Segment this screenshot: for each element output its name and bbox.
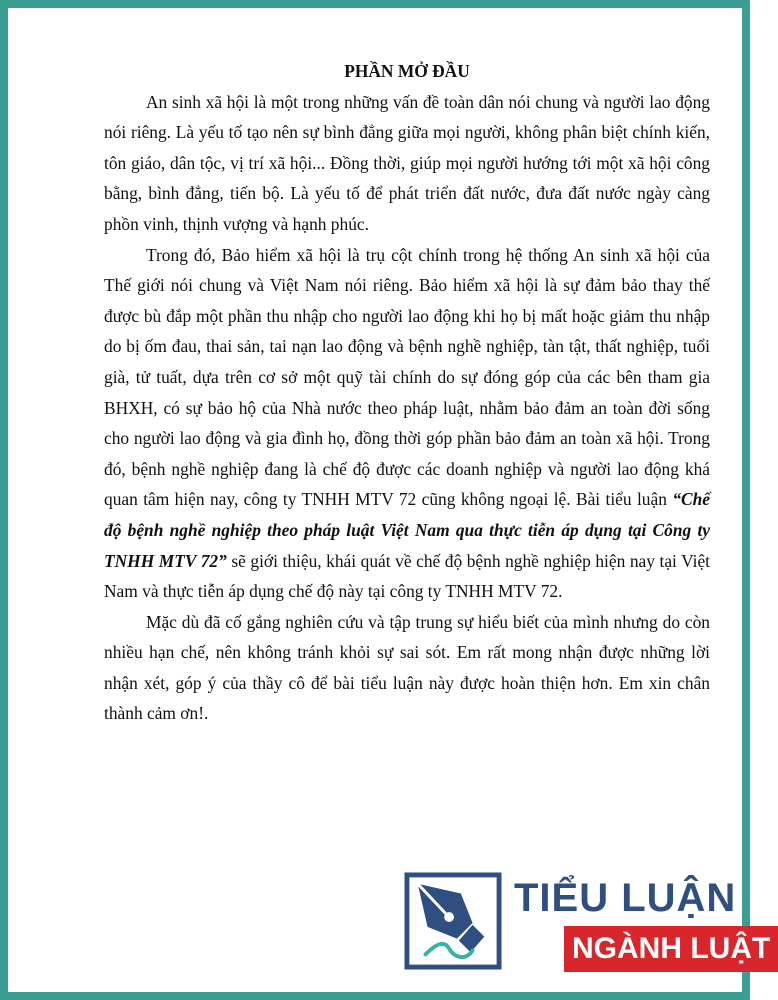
logo-text-line-2: NGÀNH LUẬT: [564, 926, 778, 972]
paragraph-3: Mặc dù đã cố gắng nghiên cứu và tập trung sự hiểu biết của mình nhưng do còn nhiều hạn chế, nên không tránh khỏi sự sai sót. Em rất mong nhận được những lời nhận xét, góp ý của thầy cô để bài tiểu luận này được hoàn thiện hơn. Em xin chân thành cảm ơn!.: [104, 611, 710, 724]
paragraph-1: An sinh xã hội là một trong những vấn đề toàn dân nói chung và người lao động nói riêng. Là yếu tố tạo nên sự bình đẳng giữa mọi người, không phân biệt chính kiến, tôn giáo, dân tộc, vị trí xã hội... Đồng thời, giúp mọi người hướng tới một xã hội công bằng, bình đẳng, tiến bộ. Là yếu tố để phát triển đất nước, đưa đất nước ngày càng phồn vinh, thịnh vượng và hạnh phúc.: [104, 91, 710, 234]
paragraph-2-text-before: Trong đó, Bảo hiểm xã hội là trụ cột chính trong hệ thống An sinh xã hội của Thế giới nói chung và Việt Nam nói riêng. Bảo hiểm xã hội là sự đảm bảo thay thế được bù đắp một phần thu nhập cho người lao động khi họ bị mất hoặc giảm thu nhập do bị ốm đau, thai sản, tai nạn lao động và bệnh nghề nghiệp, tàn tật, thất nghiệp, tuổi già, tử tuất, dựa trên cơ sở một quỹ tài chính do sự đóng góp của các bên tham gia BHXH, có sự bảo hộ của Nhà nước theo pháp luật, nhằm bảo đảm an toàn đời sống cho người lao động và gia đình họ, đồng thời góp phần bảo đảm an toàn xã hội. Trong đó, bệnh nghề nghiệp đang là chế độ được các doanh nghiệp và người lao động khá quan tâm hiện nay, công ty TNHH MTV 72 cũng không ngoại lệ. Bài tiểu luận: [104, 244, 710, 510]
essay-title-emphasis: “Chế độ bệnh nghề nghiệp theo pháp luật Việt Nam qua thực tiễn áp dụng tại Công ty TNHH MTV 72”: [104, 489, 710, 571]
document-body: [104, 56, 710, 729]
fountain-pen-icon: [404, 872, 502, 970]
paragraph-2: [104, 240, 710, 607]
logo-text-line-1: TIỂU LUẬN: [514, 876, 737, 920]
brand-logo: [398, 868, 771, 978]
paragraph-2-text-after: sẽ giới thiệu, khái quát về chế độ bệnh nghề nghiệp hiện nay tại Việt Nam và thực tiễn áp dụng chế độ này tại công ty TNHH MTV 72.: [104, 550, 710, 602]
document-title: PHẦN MỞ ĐẦU: [344, 61, 470, 81]
